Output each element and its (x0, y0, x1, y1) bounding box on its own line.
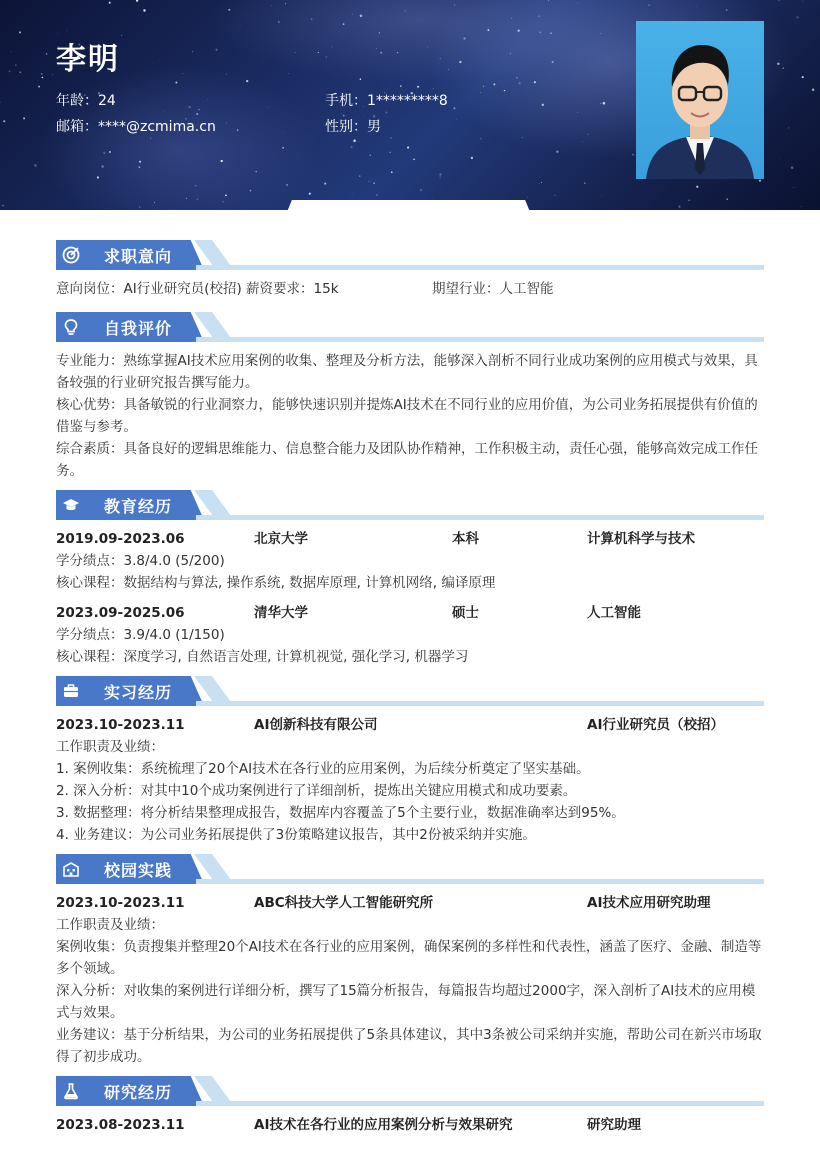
internship-role: AI行业研究员（校招） (587, 717, 724, 733)
section-header-research (56, 1076, 764, 1106)
campus-item: 案例收集：负责搜集并整理20个AI技术在各行业的应用案例，确保案例的多样性和代表性，涵盖了医疗、金融、制造等多个领域。 (56, 939, 762, 977)
gender-info (325, 116, 381, 136)
education-entry-header (56, 602, 764, 624)
research-period: 2023.08-2023.11 (56, 1117, 185, 1133)
internship-item: 1. 案例收集：系统梳理了20个AI技术在各行业的应用案例，为后续分析奠定了坚实基础。 (56, 761, 590, 777)
email-label: 邮箱： (56, 119, 98, 135)
research-role: 研究助理 (587, 1117, 641, 1133)
self-eval-item: 核心优势：具备敏锐的行业洞察力，能够快速识别并提炼AI技术在不同行业的应用价值，为公司业务拓展提供有价值的借鉴与参考。 (56, 397, 758, 435)
age-info (56, 90, 116, 110)
education-period: 2023.09-2025.06 (56, 605, 185, 621)
person-avatar-icon (636, 21, 764, 179)
campus-org: ABC科技大学人工智能研究所 (254, 895, 434, 911)
campus-entry-header (56, 892, 764, 914)
research-project: AI技术在各行业的应用案例分析与效果研究 (254, 1117, 513, 1133)
age-value: 24 (98, 93, 116, 109)
campus-period: 2023.10-2023.11 (56, 895, 185, 911)
section-title-research: 研究经历 (104, 1083, 173, 1102)
section-title-internship: 实习经历 (104, 683, 173, 702)
target-icon (62, 246, 80, 264)
education-entry-header (56, 528, 764, 550)
section-header-intent (56, 240, 764, 270)
phone-value: 1*********8 (367, 93, 448, 109)
education-major: 计算机科学与技术 (587, 531, 695, 547)
education-major: 人工智能 (587, 605, 641, 621)
internship-item: 2. 深入分析：对其中10个成功案例进行了详细剖析，提炼出关键应用模式和成功要素。 (56, 783, 577, 799)
education-gpa: 学分绩点：3.9/4.0 (1/150) (56, 627, 225, 643)
campus-role: AI技术应用研究助理 (587, 895, 711, 911)
section-title-intent: 求职意向 (104, 247, 173, 266)
section-header-internship (56, 676, 764, 706)
campus-item: 深入分析：对收集的案例进行详细分析，撰写了15篇分析报告，每篇报告均超过2000字，深入剖析了AI技术的应用模式与效果。 (56, 983, 756, 1021)
section-header-self-eval (56, 312, 764, 342)
internship-entry-header (56, 714, 764, 736)
profile-photo (636, 21, 764, 179)
section-title-campus: 校园实践 (104, 861, 173, 880)
building-icon (62, 860, 80, 878)
campus-item: 业务建议：基于分析结果，为公司的业务拓展提供了5条具体建议，其中3条被公司采纳并实施，帮助公司在新兴市场取得了初步成功。 (56, 1027, 762, 1065)
internship-item: 3. 数据整理：将分析结果整理成报告，数据库内容覆盖了5个主要行业，数据准确率达到95%。 (56, 805, 625, 821)
intent-position: 意向岗位：AI行业研究员(校招) 薪资要求：15k (56, 281, 339, 297)
resume-header (0, 0, 820, 210)
section-header-campus (56, 854, 764, 884)
education-courses: 核心课程：深度学习, 自然语言处理, 计算机视觉, 强化学习, 机器学习 (56, 649, 469, 665)
education-degree: 本科 (452, 531, 479, 547)
flask-icon (62, 1082, 80, 1100)
internship-item: 4. 业务建议：为公司业务拓展提供了3份策略建议报告，其中2份被采纳并实施。 (56, 827, 536, 843)
education-degree: 硕士 (452, 605, 479, 621)
graduation-cap-icon (62, 496, 80, 514)
education-school: 北京大学 (254, 531, 308, 547)
education-school: 清华大学 (254, 605, 308, 621)
intent-row (56, 278, 764, 300)
intent-industry: 期望行业：人工智能 (432, 281, 554, 297)
briefcase-icon (62, 682, 80, 700)
age-label: 年龄： (56, 93, 98, 109)
campus-duty-label: 工作职责及业绩： (56, 917, 164, 933)
section-title-education: 教育经历 (104, 497, 173, 516)
internship-company: AI创新科技有限公司 (254, 717, 378, 733)
email-value: ****@zcmima.cn (98, 119, 216, 135)
email-info (56, 116, 216, 136)
phone-label: 手机： (325, 93, 367, 109)
research-entry-header (56, 1114, 764, 1136)
self-eval-item: 综合素质：具备良好的逻辑思维能力、信息整合能力及团队协作精神，工作积极主动，责任心强，能够高效完成工作任务。 (56, 441, 758, 479)
self-eval-item: 专业能力：熟练掌握AI技术应用案例的收集、整理及分析方法，能够深入剖析不同行业成功案例的应用模式与效果，具备较强的行业研究报告撰写能力。 (56, 353, 758, 391)
header-notch (287, 200, 530, 210)
internship-duty-label: 工作职责及业绩： (56, 739, 164, 755)
education-period: 2019.09-2023.06 (56, 531, 185, 547)
section-header-education (56, 490, 764, 520)
phone-info (325, 90, 448, 110)
education-courses: 核心课程：数据结构与算法, 操作系统, 数据库原理, 计算机网络, 编译原理 (56, 575, 496, 591)
lightbulb-icon (62, 318, 80, 336)
resume-content (56, 240, 764, 1136)
gender-label: 性别： (325, 119, 367, 135)
education-gpa: 学分绩点：3.8/4.0 (5/200) (56, 553, 225, 569)
section-title-self-eval: 自我评价 (104, 319, 173, 338)
candidate-name: 李明 (56, 42, 120, 77)
gender-value: 男 (367, 119, 381, 135)
internship-period: 2023.10-2023.11 (56, 717, 185, 733)
